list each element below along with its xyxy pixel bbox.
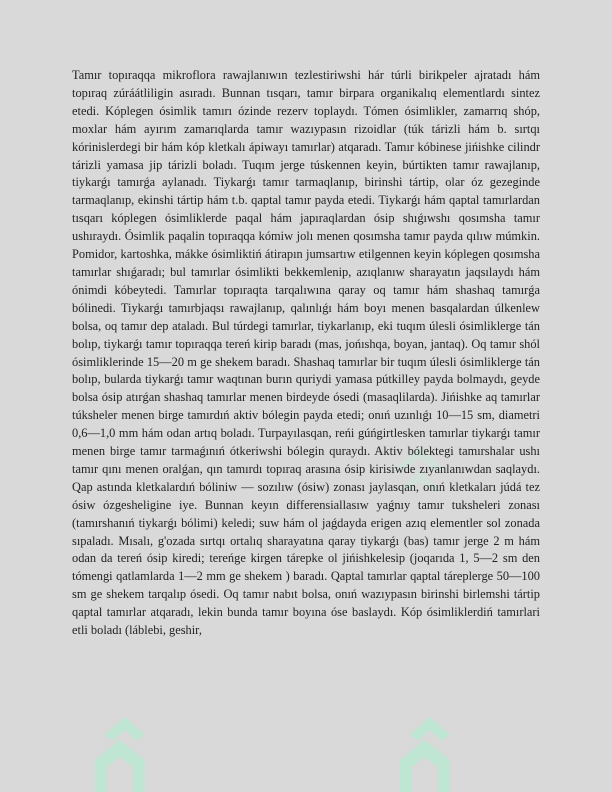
watermark-logo-icon bbox=[75, 705, 165, 792]
body-paragraph: Tamır topıraqqa mikroflora rawajlanıwın tezlestiriwshi hár túrli birikpeler ajratadı hám topıraq zúráátliligin asıradı. Bunnan tısqarı, tamır birpara organikalıq elementlardı sintez etedi. Kóplegen ósimlik tamırı ózinde rezerv toplaydı. Tómen ósimlikler, zamarrıq shóp, moxlar hám ayırım zamarıqlarda tamır wazıypasın rizoidlar (túk tárizli hám b. sırtqı kórinislerdegi bir hám kóp kletkalı ápiwayı tamırlar) atqaradı. Tamır kóbinese jińishke cilindr tárizli yamasa jip tárizli boladı. Tuqım jerge túskennen keyin, búrtikten tamır rawajlanıp, tiykarǵı tamırǵa aylanadı. Tiykarǵı tamır tarmaqlanıp, birinshi tártip, olar óz gezeginde tarmaqlanıp, ekinshi tártip hám t.b. qaptal tamır payda etedi. Tiykarǵı hám qaptal tamırlardan tısqarı kóplegen ósimliklerde paqal hám japıraqlardan ósip shıǵıwshı qosımsha tamır ushıraydı. Ósimlik paqalin topıraqqa kómiw jolı menen qosımsha tamır payda qılıw múmkin. Pomidor, kartoshka, mákke ósimliktiń átirapın jumsartıw etilgennen keyin kóplegen qosımsha tamırlar shıǵaradı; bul tamırlar ósimlikti bekkemlenip, azıqlanıw sharayatın jaqsılaydı hám ónimdi kóbeytedi. Tamırlar topıraqta tarqalıwına qaray oq tamır hám shashaq tamırǵa bólinedi. Tiykarǵı tamırbjaqsı rawajlanıp, qalınlıǵı hám boyı menen basqalardan úlkenlew bolsa, oq tamır dep ataladı. Bul túrdegi tamırlar, tiykarlanıp, eki tuqım úlesli ósimliklerge tán bolıp, tiykarǵı tamır topıraqqa tereń kirip baradı (mas, jońıshqa, boyan, jantaq). Oq tamır shól ósimliklerinde 15—20 m ge shekem baradı. Shashaq tamırlar bir tuqım úlesli ósimliklerge tán bolıp, bularda tiykarǵı tamır waqtınan burın quriydi yamasa pútkilley payda bolmaydı, geyde bolsa ósip atırǵan shashaq tamırlar menen birdeyde ósedi (masaqlilarda). Jińishke aq tamırlar túksheler menen birge tamırdıń aktiv bólegin payda etedi; onıń uzınlıǵı 10—15 sm, diametri 0,6—1,0 mm hám odan artıq boladı. Turpayılasqan, reńi gúńgirtlesken tamırlar tiykarǵı tamır menen birge tamır tarmaǵınıń ótkeriwshi bólegin quraydı. Aktiv bólektegi tamırshalar ushı tamır qını menen oralǵan, qın tamırdı topıraq arasına ósip kirisiwde zıyanlanıwdan saqlaydı. Qap astında kletkalardıń bóliniw — sozılıw (ósiw) zonası jaylasqan, onıń kletkaları júdá tez ósiw ózgesheligine iye. Bunnan keyın differensiallasıw yaǵnıy tamır tuksheleri zonası (tamırshanıń tiykarǵı bólimi) keledi; suw hám ol jaǵdayda erigen azıq elementler sol zonada sıpaladı. Mısalı, g'ozada sırtqı ortalıq sharayatına qaray tiykarǵı (bas) tamır jerge 2 m hám odan da tereń ósip kiredi; tereńge kirgen tárepke ol jińishkelesip (joqarıda 1, 5—2 sm den tómengi qatlamlarda 1—2 mm ge shekem ) baradı. Qaptal tamırlar qaptal táreplerge 50—100 sm ge shekem tarqalıp ósedi. Oq tamır nabıt bolsa, onıń wazıypasın birinshi birlemshi tártip qaptal tamırlar atqaradı, lekin bunda tamır boyına óse baslaydı. Kóp ósimliklerdiń tamırlari etli boladı (láblebi, geshir, bbox=[72, 68, 540, 638]
watermark-logo-icon bbox=[380, 705, 470, 792]
